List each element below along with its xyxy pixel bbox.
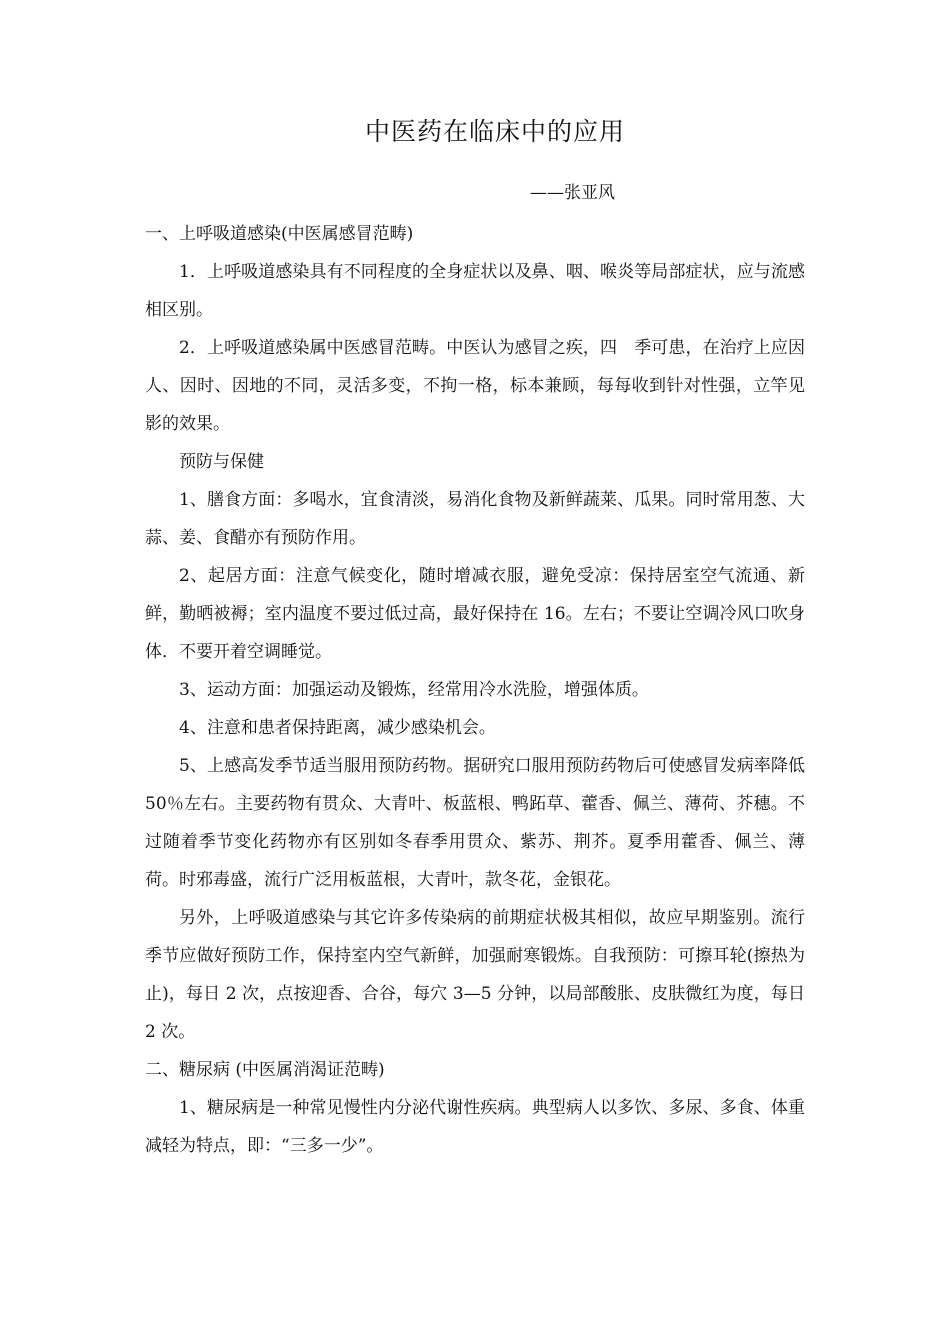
paragraph: 4、注意和患者保持距离，减少感染机会。 (179, 718, 496, 738)
paragraph: 预防与保健 (179, 452, 264, 472)
paragraph: 另外，上呼吸道感染与其它许多传染病的前期症状极其相似，故应早期鉴别。流行季节应做好预防工作，保持室内空气新鲜，加强耐寒锻炼。自我预防：可擦耳轮(擦热为止)，每日 2 次，点按迎香、合谷，每穴 3—5 分钟，以局部酸胀、皮肤微红为度，每日 2 次。 (145, 908, 805, 1042)
section-heading: 二、糖尿病 (中医属消渴证范畴) (145, 1060, 385, 1080)
paragraph: 5、上感高发季节适当服用预防药物。据研究口服用预防药物后可使感冒发病率降低 50％左右。主要药物有贯众、大青叶、板蓝根、鸭跖草、藿香、佩兰、薄荷、芥穗。不过随着季节变化药物亦有区别如冬春季用贯众、紫苏、荆芥。夏季用藿香、佩兰、薄荷。时邪毒盛，流行广泛用板蓝根，大青叶，款冬花，金银花。 (145, 756, 805, 890)
page-title: 中医药在临床中的应用 (364, 117, 625, 146)
paragraph: 1．上呼吸道感染具有不同程度的全身症状以及鼻、咽、喉炎等局部症状，应与流感相区别。 (145, 262, 805, 320)
paragraph: 2、起居方面：注意气候变化，随时增减衣服，避免受凉：保持居室空气流通、新鲜，勤晒被褥；室内温度不要过低过高，最好保持在 16。左右；不要让空调冷风口吹身体．不要开着空调睡觉。 (145, 566, 805, 662)
author-line: ——张亚风 (530, 183, 615, 203)
paragraph: 1、膳食方面：多喝水，宜食清淡，易消化食物及新鲜蔬莱、瓜果。同时常用葱、大蒜、姜、食醋亦有预防作用。 (145, 490, 805, 548)
paragraph: 1、糖尿病是一种常见慢性内分泌代谢性疾病。典型病人以多饮、多尿、多食、体重减轻为特点，即：“三多一少”。 (145, 1098, 805, 1156)
paragraph: 3、运动方面：加强运动及锻炼，经常用冷水洗脸，增强体质。 (179, 680, 649, 700)
paragraph: 2．上呼吸道感染属中医感冒范畴。中医认为感冒之疾，四 季可患，在治疗上应因人、因时、因地的不同，灵活多变，不拘一格，标本兼顾，每每收到针对性强，立竿见影的效果。 (145, 338, 805, 434)
document-body (145, 215, 805, 1165)
section-heading: 一、上呼吸道感染(中医属感冒范畴) (145, 224, 414, 244)
